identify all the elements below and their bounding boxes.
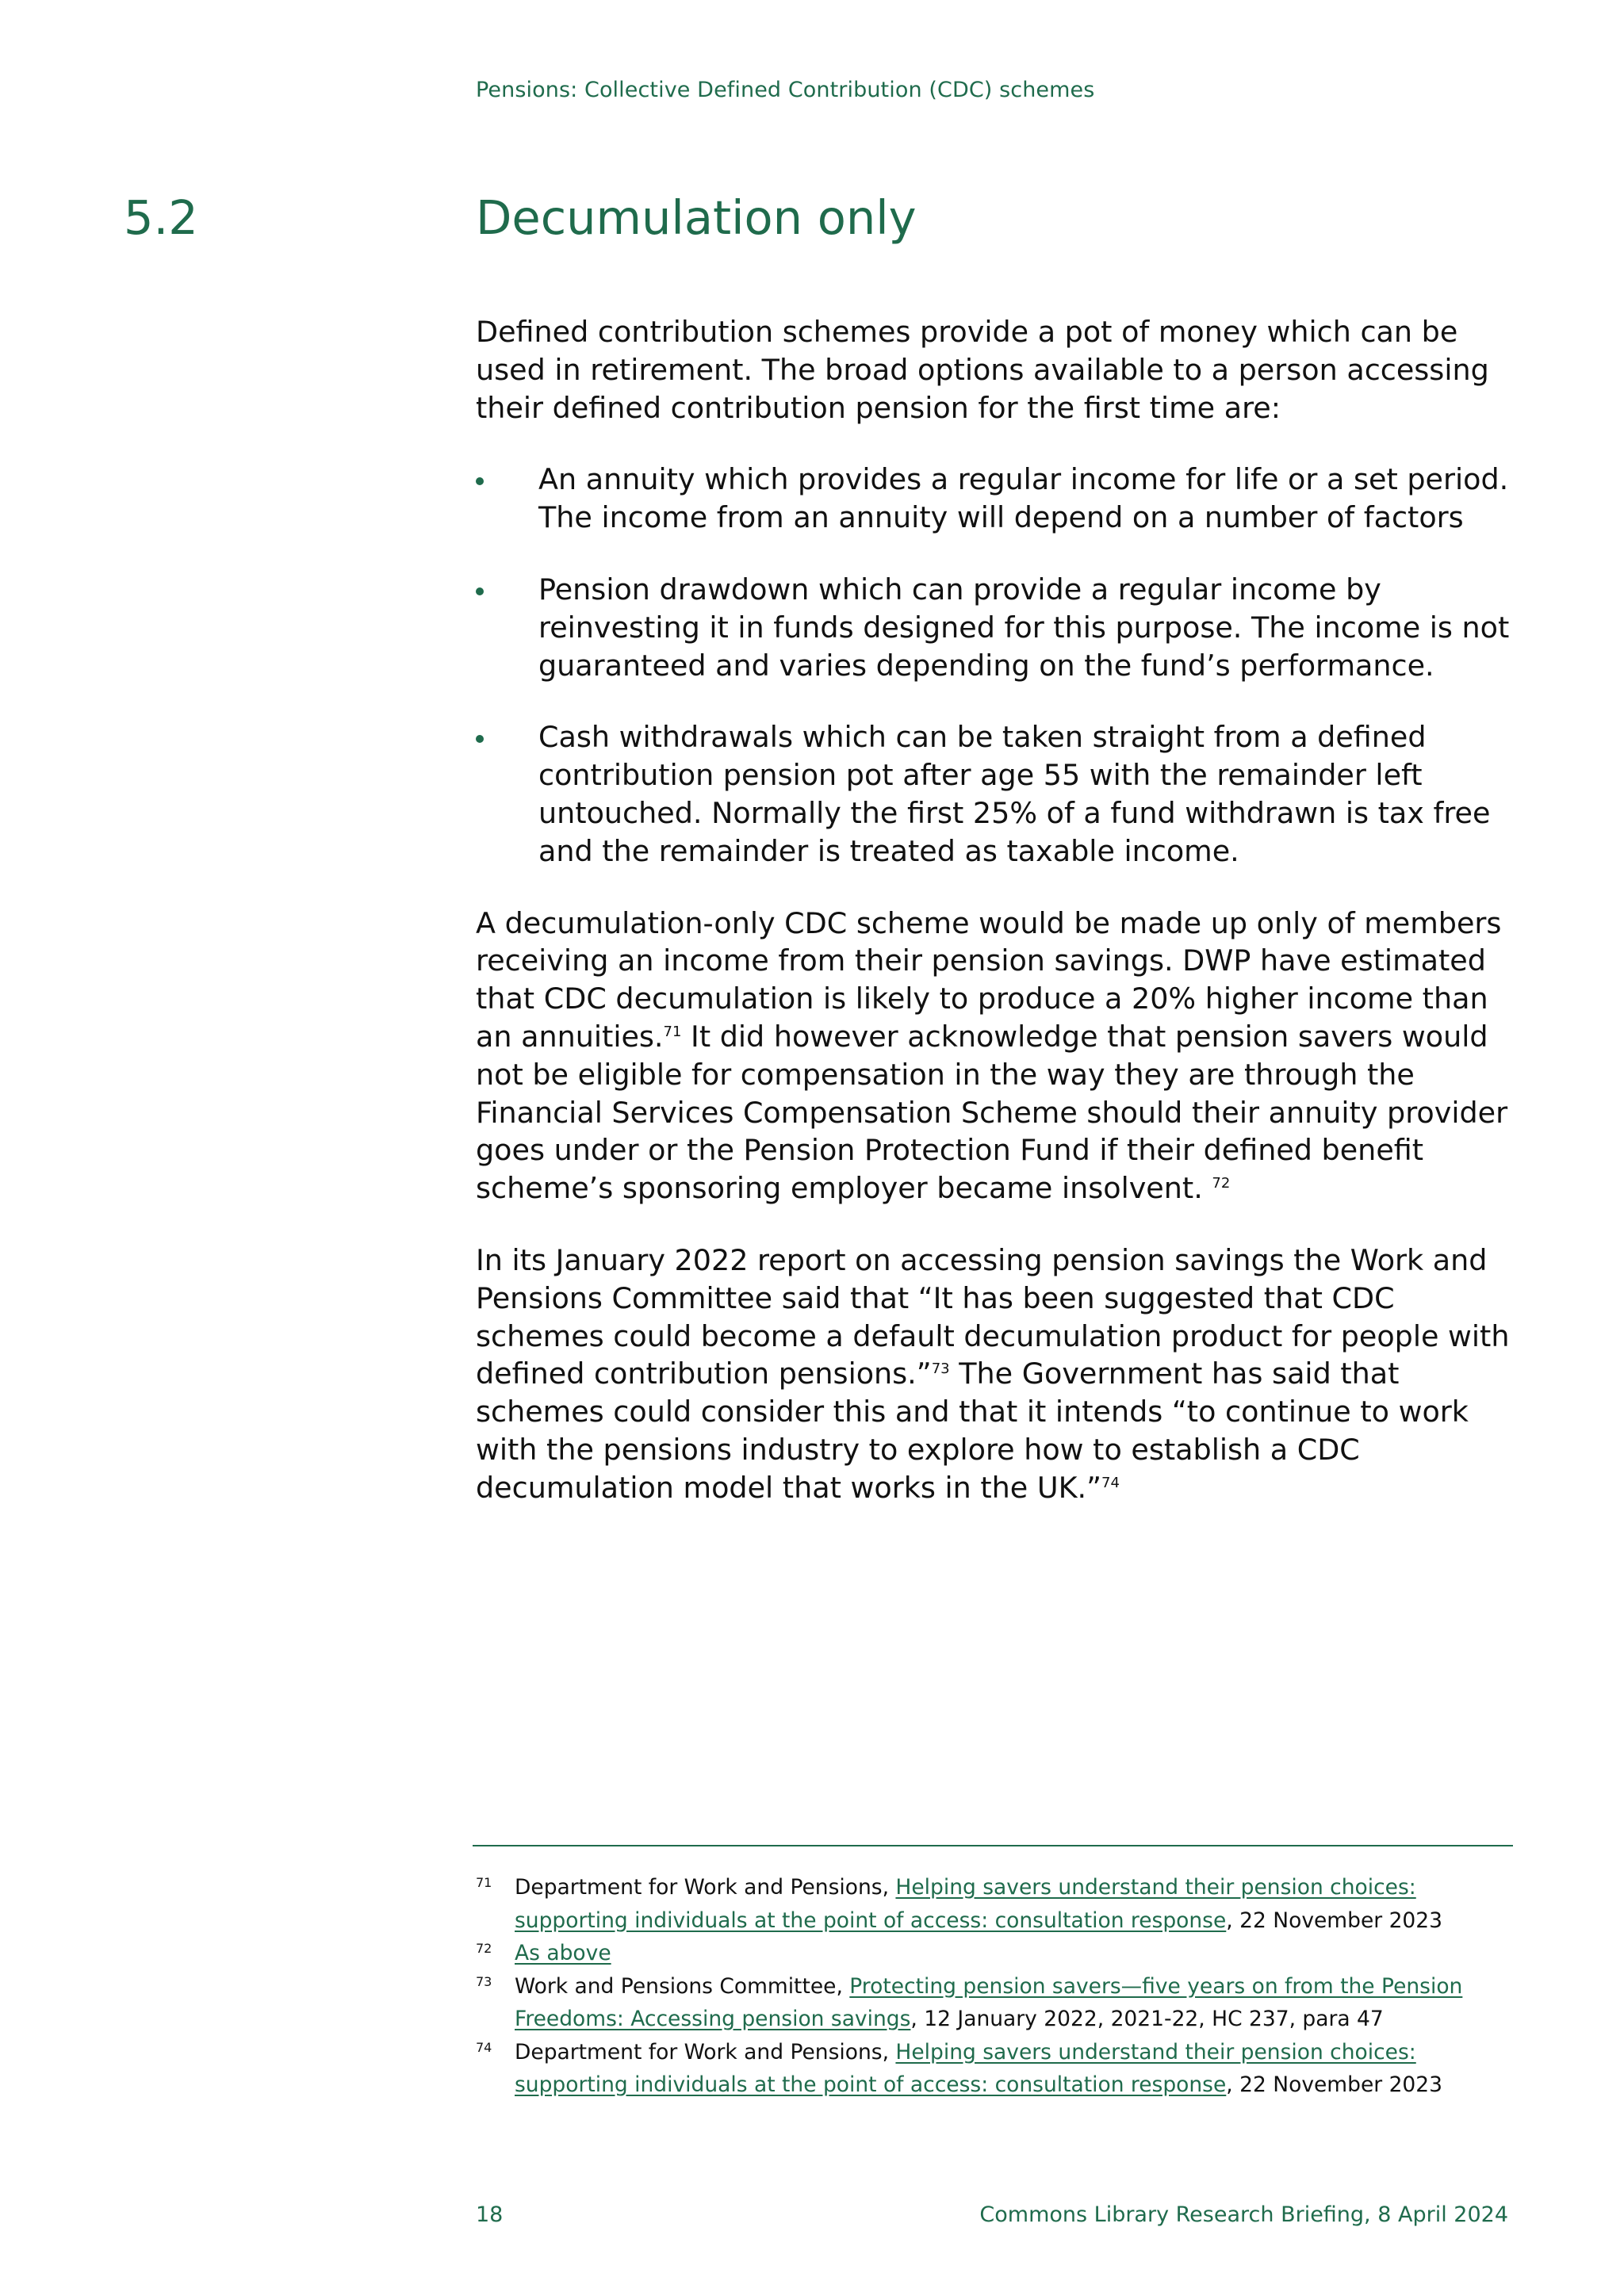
footnote-prefix: Work and Pensions Committee, [515,1973,850,1999]
bullet-icon [476,477,484,485]
footnote-suffix: , 22 November 2023 [1226,2072,1443,2097]
footer-source: Commons Library Research Briefing, 8 April 2024 [979,2202,1508,2227]
options-list [476,461,1522,870]
list-item-cash-withdrawals [476,718,1522,870]
footnote-73 [476,1970,1515,2036]
paragraph-text: In its January 2022 report on accessing pension savings the Work and Pensions Committee said that “It has been suggested that CDC schemes could become a default decumulation product for people with defined contribution pensions.” [476,1242,1510,1391]
footnote-72 [476,1937,1515,1970]
list-item-annuity [476,461,1522,537]
bullet-icon [476,587,484,595]
decumulation-paragraph [476,905,1522,1207]
committee-paragraph [476,1242,1522,1507]
list-item-text: An annuity which provides a regular income for life or a set period. The income from an annuity will depend on a number of factors [538,462,1509,535]
footnote-suffix: , 22 November 2023 [1226,1908,1443,1933]
footnote-prefix: Department for Work and Pensions, [515,1875,896,1900]
paragraph-text: The Government has said that schemes could consider this and that it intends “to continue to work with the pensions industry to explore how to establish a CDC decumulation model that works in the UK.” [476,1357,1469,1505]
paragraph-text: A decumulation-only CDC scheme would be made up only of members receiving an income from their pension savings. DWP have estimated that CDC decumulation is likely to produce a 20% higher income than an annuities. [476,905,1502,1054]
footnote-74 [476,2036,1515,2102]
footnotes [476,1871,1515,2102]
footnote-prefix: Department for Work and Pensions, [515,2039,896,2064]
footnote-number: 73 [476,1973,492,1989]
section-title: Decumulation only [476,190,917,245]
list-item-drawdown [476,571,1522,684]
footnote-suffix: , 12 January 2022, 2021-22, HC 237, para 47 [910,2007,1384,2031]
footnote-ref-73[interactable]: 73 [931,1360,950,1378]
bullet-icon [476,735,484,743]
list-item-text: Pension drawdown which can provide a regular income by reinvesting it in funds designed for this purpose. The income is not guaranteed and varies depending on the fund’s performance. [538,572,1510,683]
paragraph-text: It did however acknowledge that pension savers would not be eligible for compensation in the way they are through the Financial Services Compensation Scheme should their annuity provider goes under or the Pension Protection Fund if their defined benefit scheme’s sponsoring employer became insolvent. [476,1019,1508,1206]
intro-paragraph: Defined contribution schemes provide a pot of money which can be used in retirement. The broad options available to a person accessing their defined contribution pension for the first time are: [476,315,1489,425]
footnote-link[interactable]: Helping savers understand their pension choices: supporting individuals at the point of access: consultation response [515,1875,1416,1933]
footnote-number: 71 [476,1875,492,1890]
list-item-text: Cash withdrawals which can be taken straight from a defined contribution pension pot after age 55 with the remainder left untouched. Normally the first 25% of a fund withdrawn is tax free and the remainder is treated as taxable income. [538,720,1491,868]
footnote-number: 72 [476,1941,492,1956]
footnote-link[interactable]: As above [515,1941,611,1965]
footnote-71 [476,1871,1515,1937]
footnote-ref-74[interactable]: 74 [1101,1474,1120,1491]
running-header: Pensions: Collective Defined Contribution (CDC) schemes [476,78,1095,102]
footnote-link[interactable]: Helping savers understand their pension choices: supporting individuals at the point of access: consultation response [515,2039,1416,2097]
section-number: 5.2 [124,190,198,245]
footnote-ref-71[interactable]: 71 [663,1023,682,1040]
footnote-number: 74 [476,2039,492,2055]
section-body [476,313,1522,1541]
page-number: 18 [476,2202,504,2227]
footnote-divider [473,1845,1513,1846]
footnote-link[interactable]: Protecting pension savers—five years on from the Pension Freedoms: Accessing pension savings [515,1973,1463,2031]
footnote-ref-72[interactable]: 72 [1212,1174,1231,1192]
